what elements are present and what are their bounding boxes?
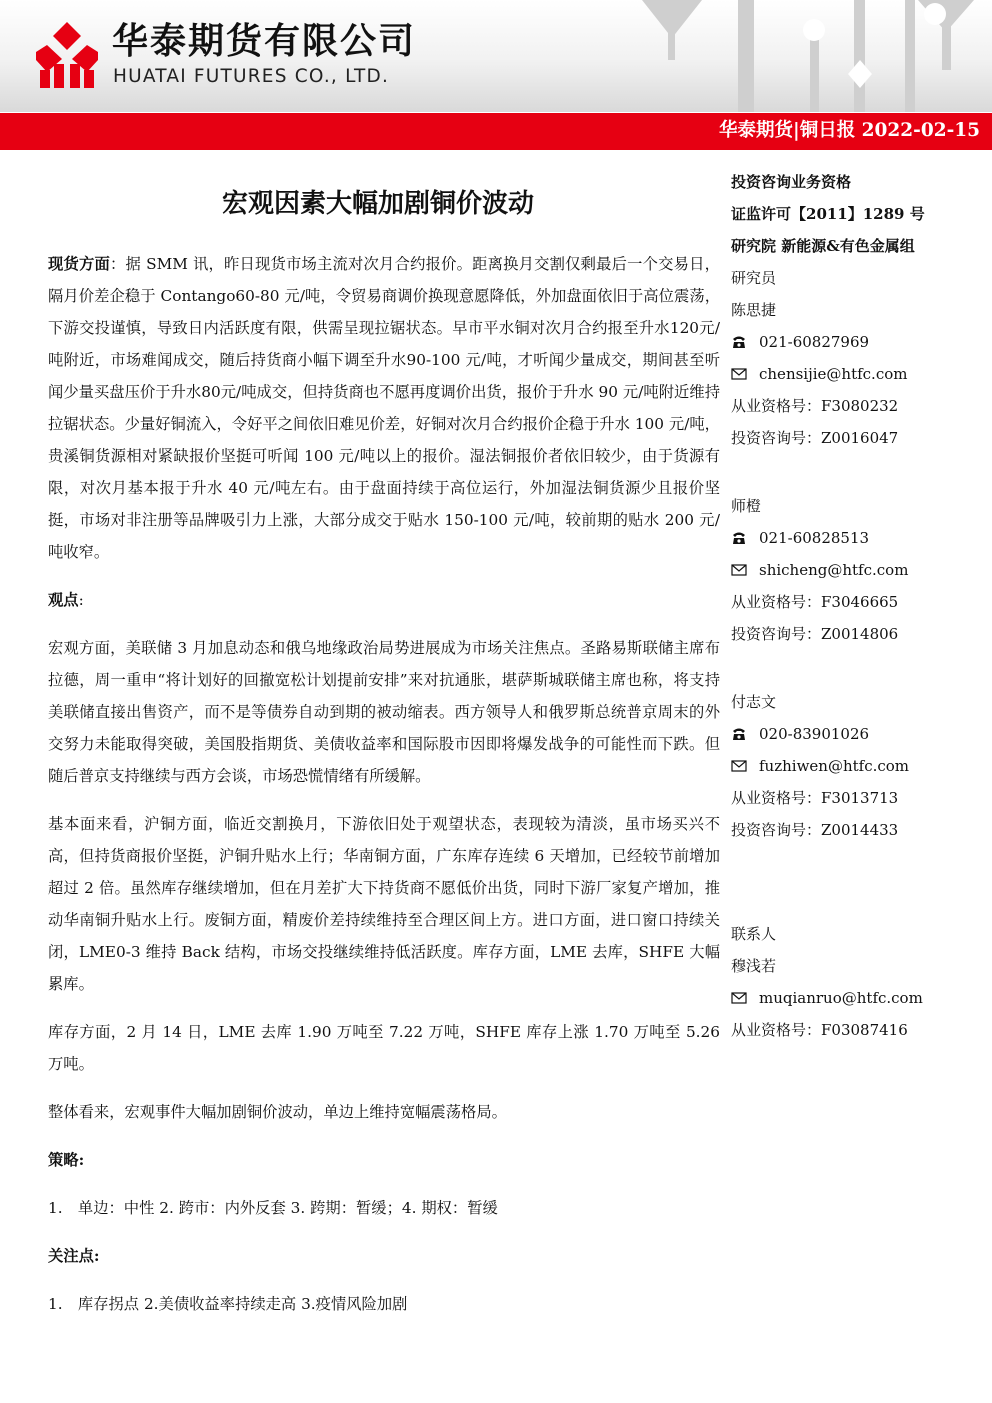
email-icon [731,990,747,1006]
analyst-name: 陈思捷 [731,301,777,319]
email-icon [731,758,747,774]
role-researcher: 研究员 [731,269,777,287]
analyst-qual-no: 从业资格号：F3046665 [731,593,899,611]
department: 研究院 新能源&有色金属组 [731,237,915,255]
analyst-email-row [731,358,986,390]
contact-qual-no: 从业资格号：F03087416 [731,1021,908,1039]
phone-icon [731,530,747,546]
analyst-email[interactable]: fuzhiwen@htfc.com [759,757,910,775]
analyst-email[interactable]: chensijie@htfc.com [759,365,908,383]
analyst-phone-row [731,326,986,358]
qualification-title: 投资咨询业务资格 [731,173,852,191]
main-content [48,248,720,1320]
fundamental-paragraph: 基本面来看，沪铜方面，临近交割换月，下游依旧处于观望状态，表现较为清淡，虽市场买兴不高，但持货商报价坚挺，沪铜升贴水上行；华南铜方面，广东库存连续 6 天增加，已经较节前增加超过 2 倍。虽然库存继续增加，但在月差扩大下持货商不愿低价出货，同时下游厂家复产增加，推动华南铜升贴水上行。废铜方面，精废价差持续维持至合理区间上方。进口方面，进口窗口持续关闭，LME0-3 维持 Back 结构，市场交投继续维持低活跃度。库存方面，LME 去库，SHFE 大幅累库。 [48,815,720,993]
analyst-sidebar [731,166,986,1046]
contact-email-row [731,982,986,1014]
spot-label: 现货方面 [48,255,111,273]
company-name-cn: 华泰期货有限公司 [112,21,417,62]
analyst-name: 付志文 [731,693,777,711]
phone-icon [731,726,747,742]
contact-email[interactable]: muqianruo@htfc.com [759,989,923,1007]
analyst-email-row [731,554,986,586]
contact-name: 穆浅若 [731,957,777,975]
analyst-consult-no: 投资咨询号：Z0014433 [731,821,899,839]
analyst-email-row [731,750,986,782]
analyst-phone: 020-83901026 [759,725,870,743]
analyst-consult-no: 投资咨询号：Z0014806 [731,625,899,643]
strategy-heading: 策略: [48,1151,85,1169]
report-title: 宏观因素大幅加剧铜价波动 [221,189,534,219]
huatai-logo [36,22,98,88]
email-icon [731,562,747,578]
spot-text: ：据 SMM 讯，昨日现货市场主流对次月合约报价。距离换月交割仅剩最后一个交易日，隔月价差企稳于 Contango60-80 元/吨，令贸易商调价换现意愿降低，外加盘面依旧于高位震荡，下游交投谨慎，导致日内活跃度有限，供需呈现拉锯状态。早市平水铜对次月合约报至升水120元/吨附近，市场难闻成交，随后持货商小幅下调至升水90-100 元/吨，才听闻少量成交，期间甚至听闻少量买盘压价于升水80元/吨成交，但持货商也不愿再度调价出货，报价于升水 90 元/吨附近维持拉锯状态。少量好铜流入，令好平之间依旧难见价差，好铜对次月合约报价企稳于升水 100 元/吨，贵溪铜货源相对紧缺报价坚挺可听闻 100 元/吨以上的报价。湿法铜报价者依旧较少，由于货源有限，对次月基本报于升水 40 元/吨左右。由于盘面持续于高位运行，外加湿法铜货源少且报价坚挺，市场对非注册等品牌吸引力上涨，大部分成交于贴水 150-100 元/吨，较前期的贴水 200 元/吨收窄。 [48,255,720,561]
contact-label: 联系人 [731,925,777,943]
spot-paragraph [48,248,720,568]
analyst-name: 师橙 [731,497,762,515]
strategy-list: 1. 单边：中性 2. 跨市：内外反套 3. 跨期：暂缓；4. 期权：暂缓 [48,1199,498,1217]
macro-paragraph: 宏观方面，美联储 3 月加息动态和俄乌地缘政治局势进展成为市场关注焦点。圣路易斯联储主席布拉德，周一重申“将计划好的回撤宽松计划提前安排”来对抗通胀，堪萨斯城联储主席也称，将支持美联储直接出售资产，而不是等债券自动到期的被动缩表。西方领导人和俄罗斯总统普京周末的外交努力未能取得突破，美国股指期货、美债收益率和国际股市因即将爆发战争的可能性而下跌。但随后普京支持继续与西方会谈，市场恐慌情绪有所缓解。 [48,639,720,785]
analyst-phone: 021-60828513 [759,529,870,547]
report-tag: 华泰期货|铜日报 2022-02-15 [718,120,980,141]
page-header [0,0,992,112]
analyst-email[interactable]: shicheng@htfc.com [759,561,909,579]
overall-paragraph: 整体看来，宏观事件大幅加剧铜价波动，单边上维持宽幅震荡格局。 [48,1103,507,1121]
analyst-consult-no: 投资咨询号：Z0016047 [731,429,899,447]
analyst-qual-no: 从业资格号：F3080232 [731,397,899,415]
focus-heading: 关注点: [48,1247,100,1265]
analyst-phone-row [731,718,986,750]
phone-icon [731,334,747,350]
email-icon [731,366,747,382]
analyst-qual-no: 从业资格号：F3013713 [731,789,899,807]
view-heading [48,584,720,616]
report-tag-bar [0,113,992,150]
analyst-phone-row [731,522,986,554]
focus-list: 1. 库存拐点 2.美债收益率持续走高 3.疫情风险加剧 [48,1295,408,1313]
view-label: 观点 [48,591,79,609]
company-name-en: HUATAI FUTURES CO., LTD. [113,66,390,87]
header-decoration [560,0,992,112]
inventory-paragraph: 库存方面，2 月 14 日，LME 去库 1.90 万吨至 7.22 万吨，SHFE 库存上涨 1.70 万吨至 5.26 万吨。 [48,1023,720,1073]
license-number: 证监许可【2011】1289 号 [731,205,925,223]
analyst-phone: 021-60827969 [759,333,870,351]
view-colon: : [78,591,84,609]
